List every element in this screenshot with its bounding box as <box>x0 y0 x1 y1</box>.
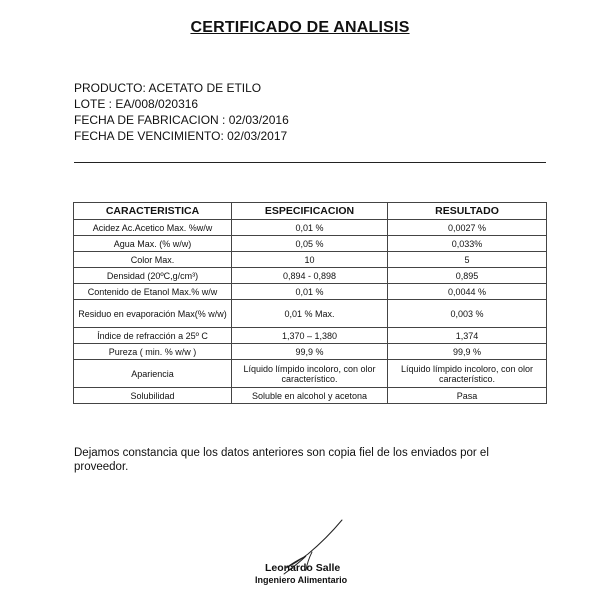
table-row <box>74 360 547 388</box>
result-cell: 0,895 <box>388 268 547 284</box>
result-cell: Líquido límpido incoloro, con olor característico. <box>388 360 547 388</box>
column-header-characteristic: CARACTERISTICA <box>74 203 232 220</box>
signatory-role: Ingeniero Alimentario <box>255 575 348 585</box>
product-info <box>74 80 289 144</box>
specification-cell: 0,01 % <box>232 220 388 236</box>
characteristic-cell: Índice de refracción a 25º C <box>74 328 232 344</box>
analysis-table <box>73 202 547 404</box>
signatory-name: Leonardo Salle <box>265 562 341 574</box>
lot-line: LOTE : EA/008/020316 <box>74 97 199 111</box>
table-row <box>74 300 547 328</box>
result-cell: 1,374 <box>388 328 547 344</box>
characteristic-cell: Acidez Ac.Acetico Max. %w/w <box>74 220 232 236</box>
characteristic-cell: Color Max. <box>74 252 232 268</box>
horizontal-rule <box>74 162 546 163</box>
table-row <box>74 388 547 404</box>
attestation-statement: Dejamos constancia que los datos anteriores son copia fiel de los enviados por el proveedor. <box>74 447 489 473</box>
column-header-specification: ESPECIFICACION <box>232 203 388 220</box>
specification-cell: 99,9 % <box>232 344 388 360</box>
table-row <box>74 328 547 344</box>
table-row <box>74 268 547 284</box>
result-cell: 5 <box>388 252 547 268</box>
column-header-result: RESULTADO <box>388 203 547 220</box>
table-row <box>74 344 547 360</box>
characteristic-cell: Densidad (20ºC,g/cm³) <box>74 268 232 284</box>
manufacture-date-line: FECHA DE FABRICACION : 02/03/2016 <box>74 113 289 127</box>
document-title: CERTIFICADO DE ANALISIS <box>190 19 410 36</box>
characteristic-cell: Contenido de Etanol Max.% w/w <box>74 284 232 300</box>
characteristic-cell: Solubilidad <box>74 388 232 404</box>
result-cell: 99,9 % <box>388 344 547 360</box>
characteristic-cell: Agua Max. (% w/w) <box>74 236 232 252</box>
result-cell: 0,0044 % <box>388 284 547 300</box>
table-row <box>74 236 547 252</box>
table-header-row <box>74 203 547 220</box>
characteristic-cell: Pureza ( min. % w/w ) <box>74 344 232 360</box>
result-cell: 0,003 % <box>388 300 547 328</box>
result-cell: 0,0027 % <box>388 220 547 236</box>
table-row <box>74 284 547 300</box>
table-row <box>74 220 547 236</box>
specification-cell: 0,01 % <box>232 284 388 300</box>
specification-cell: 0,01 % Max. <box>232 300 388 328</box>
specification-cell: 10 <box>232 252 388 268</box>
specification-cell: Líquido límpido incoloro, con olor característico. <box>232 360 388 388</box>
characteristic-cell: Apariencia <box>74 360 232 388</box>
table-row <box>74 252 547 268</box>
product-line: PRODUCTO: ACETATO DE ETILO <box>74 81 262 95</box>
specification-cell: 0,894 - 0,898 <box>232 268 388 284</box>
expiry-date-line: FECHA DE VENCIMIENTO: 02/03/2017 <box>74 129 288 143</box>
specification-cell: 0,05 % <box>232 236 388 252</box>
specification-cell: Soluble en alcohol y acetona <box>232 388 388 404</box>
specification-cell: 1,370 – 1,380 <box>232 328 388 344</box>
result-cell: Pasa <box>388 388 547 404</box>
result-cell: 0,033% <box>388 236 547 252</box>
characteristic-cell: Residuo en evaporación Max(% w/w) <box>74 300 232 328</box>
